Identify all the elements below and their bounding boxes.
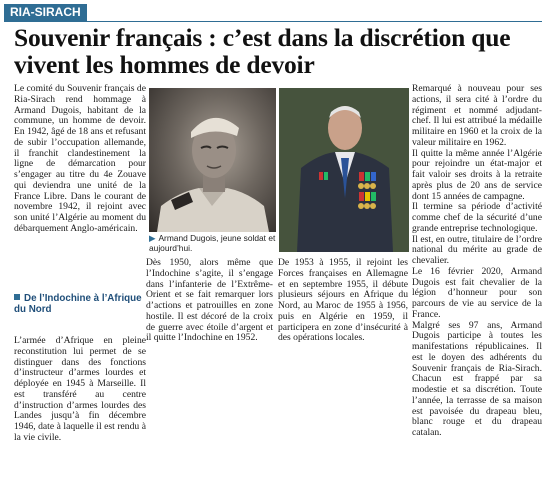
column-1-top bbox=[14, 84, 146, 235]
column-2 bbox=[146, 258, 273, 344]
paragraph-armee-afrique: L’armée d’Afrique en pleine reconstitution lui permet de se distinguer dans des fonctions d’instructeur d’armes lourdes et déployée en 1945 à Marseille. Il est transféré au centre d’instruction d’armes lourdes des Landes jusqu’à fin décembre 1946, date à laquelle il est rendu à la vie civile. bbox=[14, 335, 146, 443]
section-rubric: RIA-SIRACH bbox=[4, 4, 87, 21]
column-3 bbox=[278, 258, 408, 344]
paragraph-legion-honneur: Le 16 février 2020, Armand Dugois est fait chevalier de la légion d’honneur pour son parcours de vie au service de la France. bbox=[412, 265, 542, 320]
young-soldier-illustration bbox=[149, 88, 276, 232]
photo-caption bbox=[149, 234, 276, 253]
caption-triangle-icon: ▶ bbox=[149, 233, 156, 243]
paragraph-indochine: Dès 1950, alors même que l’Indochine s’agite, il s’engage dans l’infanterie de l’Extrême-Orient et se fait remarquer lors d’actions et patrouilles en zone hostile. Il est décoré de la croix de guerre avec étoile d’argent et il quitte l’Indochine en 1952. bbox=[146, 257, 273, 344]
paragraph-allemagne-afrique: De 1953 à 1955, il rejoint les Forces françaises en Allemagne et en septembre 1955, il débute plusieurs séjours en Afrique du Nord, au Maroc de 1955 à 1956, puis en Algérie en 1959, il participera en zone d’insécurité à des opérations locales. bbox=[278, 257, 408, 344]
paragraph-securite: Il termine sa période d’activité comme chef de la sécurité d’une grande entreprise technologique. bbox=[412, 201, 542, 234]
column-4 bbox=[412, 84, 542, 439]
column-1-bottom bbox=[14, 336, 146, 444]
paragraph-doyen: Malgré ses 97 ans, Armand Dugois participe à toutes les manifestations républicaines. Il est le doyen des adhérents du Souvenir français de Ria-Sirach. Chacun est frappé par sa modestie et sa discrétion. Toute l’année, la terrasse de sa maison est pavoisée du drapeau bleu, blanc rouge et du drapeau catalan. bbox=[412, 319, 542, 438]
subheading-text: De l’Indochine à l’Afrique du Nord bbox=[14, 293, 142, 315]
paragraph-ordre-merite: Il est, en outre, titulaire de l’ordre national du mérite au grade de chevalier. bbox=[412, 233, 542, 266]
paragraph-intro: Le comité du Souvenir français de Ria-Sirach rend hommage à Armand Dugois, habitant de la commune, un homme de devoir. En 1942, âgé de 18 ans et refusant de subir l’occupation allemande, il franchit clandestinement la ligne de démarcation pour s’engager au titre du 4e Zouave qui deviendra une unité de la France Libre. Dans le courant de novembre 1942, il rejoint avec son unité l’Algérie au moment du débarquement Anglo-américain. bbox=[14, 83, 146, 234]
paragraph-medaille: Remarqué à nouveau pour ses actions, il sera cité à l’ordre du régiment et nommé adjudant-chef. Il lui est attribué la médaille militaire en 1960 et la croix de la valeur militaire en 1962. bbox=[412, 83, 542, 148]
veteran-illustration bbox=[279, 88, 409, 252]
photo-young-soldier bbox=[149, 88, 276, 232]
square-bullet-icon bbox=[14, 294, 20, 300]
paragraph-retraite: Il quitte la même année l’Algérie pour rejoindre un état-major et fait valoir ses droits à la retraite après plus de 20 ans de service dont 15 années de campagne. bbox=[412, 147, 542, 202]
caption-text: Armand Dugois, jeune soldat et aujourd’hui. bbox=[149, 233, 276, 253]
rubric-rule bbox=[4, 21, 542, 22]
subheading bbox=[14, 293, 146, 315]
photo-veteran-today bbox=[279, 88, 409, 252]
article-headline: Souvenir français : c’est dans la discrétion que vivent les hommes de devoir bbox=[14, 23, 511, 79]
